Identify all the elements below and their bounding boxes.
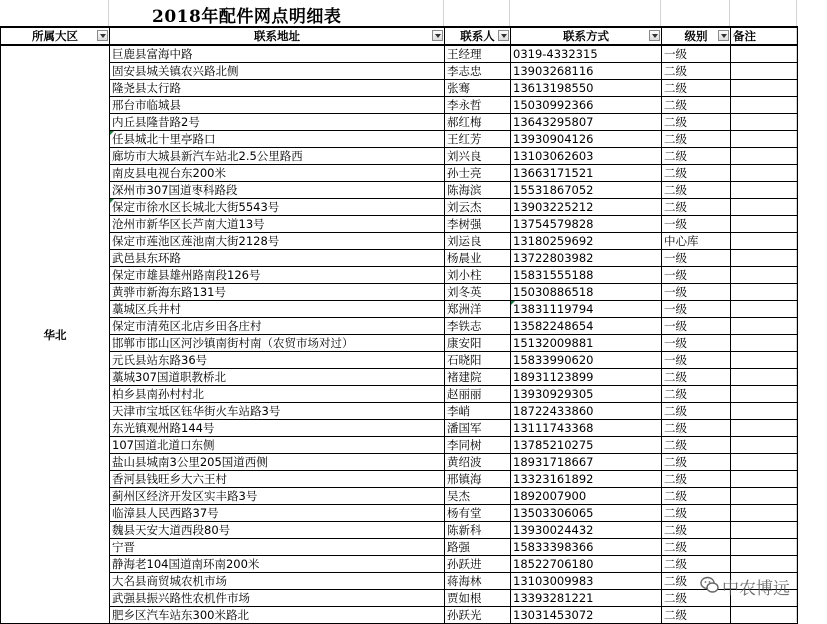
address-cell[interactable]: 香河县钱旺乡大六王村 [110,471,445,488]
contact-cell[interactable]: 陈海滨 [445,182,511,199]
header-contact-label: 联系人 [460,29,495,43]
table-row [1,403,798,420]
address-cell[interactable]: 宁晋 [110,539,445,556]
table-row [1,505,798,522]
address-cell[interactable]: 东光镇观州路144号 [110,420,445,437]
header-phone[interactable] [511,27,662,45]
phone-cell[interactable]: 15030886518 [511,284,662,301]
phone-cell[interactable]: 13785210275 [511,437,662,454]
note-cell[interactable] [731,80,798,97]
level-cell[interactable]: 二级 [662,437,731,454]
note-cell[interactable] [731,267,798,284]
address-cell[interactable]: 魏县天安大道西段80号 [110,522,445,539]
address-cell[interactable]: 肥乡区汽车站东300米路北 [110,607,445,624]
table-row [1,386,798,403]
note-cell[interactable] [731,148,798,165]
note-cell[interactable] [731,284,798,301]
contact-cell[interactable]: 褚建院 [445,369,511,386]
contact-cell[interactable]: 刘冬英 [445,284,511,301]
address-cell[interactable]: 沧州市新华区长芦南大道13号 [110,216,445,233]
phone-cell[interactable]: 18931718667 [511,454,662,471]
phone-cell[interactable]: 18522706180 [511,556,662,573]
note-cell[interactable] [731,63,798,80]
phone-cell[interactable]: 15030992366 [511,97,662,114]
address-cell[interactable]: 南皮县电视台东200米 [110,165,445,182]
contact-cell[interactable]: 邢镇海 [445,471,511,488]
table-row [1,131,798,148]
note-cell[interactable] [731,352,798,369]
contact-cell[interactable]: 张骞 [445,80,511,97]
phone-cell[interactable]: 13393281221 [511,590,662,607]
table-row [1,148,798,165]
level-cell[interactable]: 二级 [662,131,731,148]
table-row [1,522,798,539]
phone-cell[interactable]: 13180259692 [511,233,662,250]
contact-cell[interactable]: 郝红梅 [445,114,511,131]
table-row [1,284,798,301]
phone-cell[interactable]: 13722803982 [511,250,662,267]
level-cell[interactable]: 二级 [662,403,731,420]
contact-cell[interactable]: 王经理 [445,45,511,63]
level-cell[interactable]: 二级 [662,97,731,114]
address-cell[interactable]: 武邑县东环路 [110,250,445,267]
note-cell[interactable] [731,454,798,471]
note-cell[interactable] [731,216,798,233]
address-cell[interactable]: 保定市莲池区莲池南大街2128号 [110,233,445,250]
table-row [1,165,798,182]
phone-cell[interactable]: 13031453072 [511,607,662,624]
level-cell[interactable]: 二级 [662,505,731,522]
note-cell[interactable] [731,505,798,522]
title-row [0,0,827,26]
address-cell[interactable]: 任县城北十里亭路口 [110,131,445,148]
note-cell[interactable] [731,165,798,182]
header-address[interactable] [110,27,445,45]
note-cell[interactable] [731,45,798,63]
phone-cell[interactable]: 13323161892 [511,471,662,488]
header-region-label: 所属大区 [32,29,78,43]
dropdown-filter-icon[interactable] [718,30,729,41]
phone-cell[interactable]: 13582248654 [511,318,662,335]
contact-cell[interactable]: 刘兴良 [445,148,511,165]
address-cell[interactable]: 黄骅市新海东路131号 [110,284,445,301]
note-cell[interactable] [731,488,798,505]
level-cell[interactable]: 一级 [662,284,731,301]
contact-cell[interactable]: 康安阳 [445,335,511,352]
level-cell[interactable]: 二级 [662,539,731,556]
address-cell[interactable]: 保定市雄县雄州路南段126号 [110,267,445,284]
level-cell[interactable]: 二级 [662,454,731,471]
phone-cell[interactable]: 13831119794 [511,301,662,318]
table-row [1,369,798,386]
level-cell[interactable]: 一级 [662,216,731,233]
phone-cell[interactable]: 15531867052 [511,182,662,199]
note-cell[interactable] [731,131,798,148]
table-row [1,471,798,488]
phone-cell[interactable]: 13613198550 [511,80,662,97]
contact-cell[interactable]: 蒋海林 [445,573,511,590]
phone-cell[interactable]: 18931123899 [511,369,662,386]
address-cell[interactable]: 藁城307国道职教桥北 [110,369,445,386]
level-cell[interactable]: 二级 [662,556,731,573]
contact-cell[interactable]: 孙跃光 [445,607,511,624]
dropdown-filter-icon[interactable] [432,30,443,41]
contact-cell[interactable]: 刘云杰 [445,199,511,216]
address-cell[interactable]: 内丘县隆昔路2号 [110,114,445,131]
level-cell[interactable]: 二级 [662,488,731,505]
table-row [1,607,798,624]
address-cell[interactable]: 蓟州区经济开发区实丰路3号 [110,488,445,505]
level-cell[interactable]: 一级 [662,45,731,63]
table-row [1,437,798,454]
contact-cell[interactable]: 路强 [445,539,511,556]
contact-cell[interactable]: 赵丽丽 [445,386,511,403]
address-cell[interactable]: 天津市宝坻区钰华街火车站路3号 [110,403,445,420]
note-cell[interactable] [731,318,798,335]
table-row [1,45,798,63]
table-row [1,97,798,114]
note-cell[interactable] [731,607,798,624]
note-cell[interactable] [731,250,798,267]
header-note[interactable] [731,27,798,45]
contact-cell[interactable]: 李树强 [445,216,511,233]
note-cell[interactable] [731,182,798,199]
table-row [1,556,798,573]
contact-cell[interactable]: 黄绍波 [445,454,511,471]
phone-cell[interactable]: 13111743368 [511,420,662,437]
level-cell[interactable]: 二级 [662,573,731,590]
level-cell[interactable]: 二级 [662,114,731,131]
phone-cell[interactable]: 13930904126 [511,131,662,148]
note-cell[interactable] [731,403,798,420]
header-phone-label: 联系方式 [563,29,609,43]
table-row [1,335,798,352]
address-cell[interactable]: 藁城区兵井村 [110,301,445,318]
contact-cell[interactable]: 贾如根 [445,590,511,607]
note-cell[interactable] [731,556,798,573]
note-cell[interactable] [731,335,798,352]
phone-cell[interactable]: 15132009881 [511,335,662,352]
note-cell[interactable] [731,114,798,131]
level-cell[interactable]: 二级 [662,386,731,403]
level-cell[interactable]: 二级 [662,165,731,182]
level-cell[interactable]: 一级 [662,250,731,267]
level-cell[interactable]: 一级 [662,352,731,369]
contact-cell[interactable]: 李永哲 [445,97,511,114]
phone-cell[interactable]: 13930929305 [511,386,662,403]
phone-cell[interactable]: 13903268116 [511,63,662,80]
level-cell[interactable]: 二级 [662,63,731,80]
phone-cell[interactable]: 15833398366 [511,539,662,556]
level-cell[interactable]: 二级 [662,607,731,624]
address-cell[interactable]: 元氏县站东路36号 [110,352,445,369]
table-row [1,539,798,556]
address-cell[interactable]: 保定市清苑区北店乡田各庄村 [110,318,445,335]
note-cell[interactable] [731,471,798,488]
header-address-label: 联系地址 [254,29,300,43]
phone-cell[interactable]: 13503306065 [511,505,662,522]
table-row [1,63,798,80]
contact-cell[interactable]: 石晓阳 [445,352,511,369]
contact-cell[interactable]: 李峭 [445,403,511,420]
address-cell[interactable]: 巨鹿县富海中路 [110,45,445,63]
phone-cell[interactable]: 13754579828 [511,216,662,233]
level-cell[interactable]: 一级 [662,267,731,284]
address-cell[interactable]: 深州市307国道枣科路段 [110,182,445,199]
table-row [1,216,798,233]
phone-cell[interactable]: 0319-4332315 [511,45,662,63]
level-cell[interactable]: 一级 [662,318,731,335]
note-cell[interactable] [731,97,798,114]
phone-cell[interactable]: 13903225212 [511,199,662,216]
address-cell[interactable]: 临漳县人民西路37号 [110,505,445,522]
contact-cell[interactable]: 杨有堂 [445,505,511,522]
phone-cell[interactable]: 1892007900 [511,488,662,505]
table-row [1,80,798,97]
comment-indicator-icon [110,199,114,203]
note-cell[interactable] [731,386,798,403]
level-cell[interactable]: 二级 [662,590,731,607]
table-row [1,488,798,505]
note-cell[interactable] [731,420,798,437]
phone-cell[interactable]: 13663171521 [511,165,662,182]
address-cell[interactable]: 107国道北道口东侧 [110,437,445,454]
table-row [1,301,798,318]
contact-cell[interactable]: 王红芳 [445,131,511,148]
table-row [1,250,798,267]
dropdown-filter-icon[interactable] [97,30,108,41]
table-row [1,420,798,437]
table-row [1,573,798,590]
sheet-title[interactable]: 2018年配件网点明细表 [152,7,342,27]
note-cell[interactable] [731,522,798,539]
data-table [0,26,798,624]
address-cell[interactable]: 隆尧县太行路 [110,80,445,97]
level-cell[interactable]: 中心库 [662,233,731,250]
level-cell[interactable]: 二级 [662,148,731,165]
address-cell[interactable]: 保定市徐水区长城北大街5543号 [110,199,445,216]
address-cell[interactable]: 盐山县城南3公里205国道西侧 [110,454,445,471]
table-row [1,318,798,335]
contact-cell[interactable]: 刘运良 [445,233,511,250]
level-cell[interactable]: 二级 [662,199,731,216]
table-row [1,454,798,471]
address-cell[interactable]: 大名县商贸城农机市场 [110,573,445,590]
region-cell[interactable]: 华北 [1,45,110,624]
note-cell[interactable] [731,437,798,454]
phone-cell[interactable]: 13103062603 [511,148,662,165]
header-note-label: 备注 [733,29,756,43]
dropdown-filter-icon[interactable] [649,30,660,41]
note-cell[interactable] [731,539,798,556]
contact-cell[interactable]: 郑洲洋 [445,301,511,318]
note-cell[interactable] [731,301,798,318]
address-cell[interactable]: 廊坊市大城县新汽车站北2.5公里路西 [110,148,445,165]
address-cell[interactable]: 柏乡县南孙村村北 [110,386,445,403]
table-row [1,182,798,199]
table-body [1,45,798,624]
level-cell[interactable]: 二级 [662,369,731,386]
level-cell[interactable]: 二级 [662,420,731,437]
note-cell[interactable] [731,233,798,250]
address-cell[interactable]: 武强县振兴路性农机件市场 [110,590,445,607]
contact-cell[interactable]: 杨晨业 [445,250,511,267]
watermark [700,571,826,601]
header-region[interactable] [1,27,110,45]
address-cell[interactable]: 静海老104国道南环南200米 [110,556,445,573]
header-level-label: 级别 [684,29,708,43]
header-level[interactable] [662,27,731,45]
contact-cell[interactable]: 吴杰 [445,488,511,505]
phone-cell[interactable]: 13930024432 [511,522,662,539]
address-cell[interactable]: 邯郸市邯山区河沙镇南街村南（农贸市场对过） [110,335,445,352]
contact-cell[interactable]: 李志忠 [445,63,511,80]
table-row [1,233,798,250]
phone-cell[interactable]: 15833990620 [511,352,662,369]
phone-cell[interactable]: 15831555188 [511,267,662,284]
phone-cell[interactable]: 13643295807 [511,114,662,131]
level-cell[interactable]: 二级 [662,182,731,199]
comment-indicator-icon [511,301,515,305]
level-cell[interactable]: 二级 [662,522,731,539]
table-row [1,352,798,369]
phone-cell[interactable]: 18722433860 [511,403,662,420]
note-cell[interactable] [731,199,798,216]
contact-cell[interactable]: 刘小柱 [445,267,511,284]
note-cell[interactable] [731,369,798,386]
table-row [1,199,798,216]
address-cell[interactable]: 固安县城关镇农兴路北侧 [110,63,445,80]
table-row [1,267,798,284]
phone-cell[interactable]: 13103009983 [511,573,662,590]
contact-cell[interactable]: 李同树 [445,437,511,454]
wechat-icon [700,576,719,594]
contact-cell[interactable]: 潘国军 [445,420,511,437]
level-cell[interactable]: 二级 [662,471,731,488]
level-cell[interactable]: 一级 [662,335,731,352]
contact-cell[interactable]: 孙士亮 [445,165,511,182]
table-row [1,114,798,131]
level-cell[interactable]: 二级 [662,80,731,97]
contact-cell[interactable]: 陈新科 [445,522,511,539]
contact-cell[interactable]: 孙跃进 [445,556,511,573]
contact-cell[interactable]: 李铁志 [445,318,511,335]
watermark-text: 中农博远 [722,579,790,599]
header-contact[interactable] [445,27,511,45]
header-row [1,27,798,45]
dropdown-filter-icon[interactable] [498,30,509,41]
table-row [1,590,798,607]
address-cell[interactable]: 邢台市临城县 [110,97,445,114]
level-cell[interactable]: 一级 [662,301,731,318]
comment-indicator-icon [110,131,114,135]
